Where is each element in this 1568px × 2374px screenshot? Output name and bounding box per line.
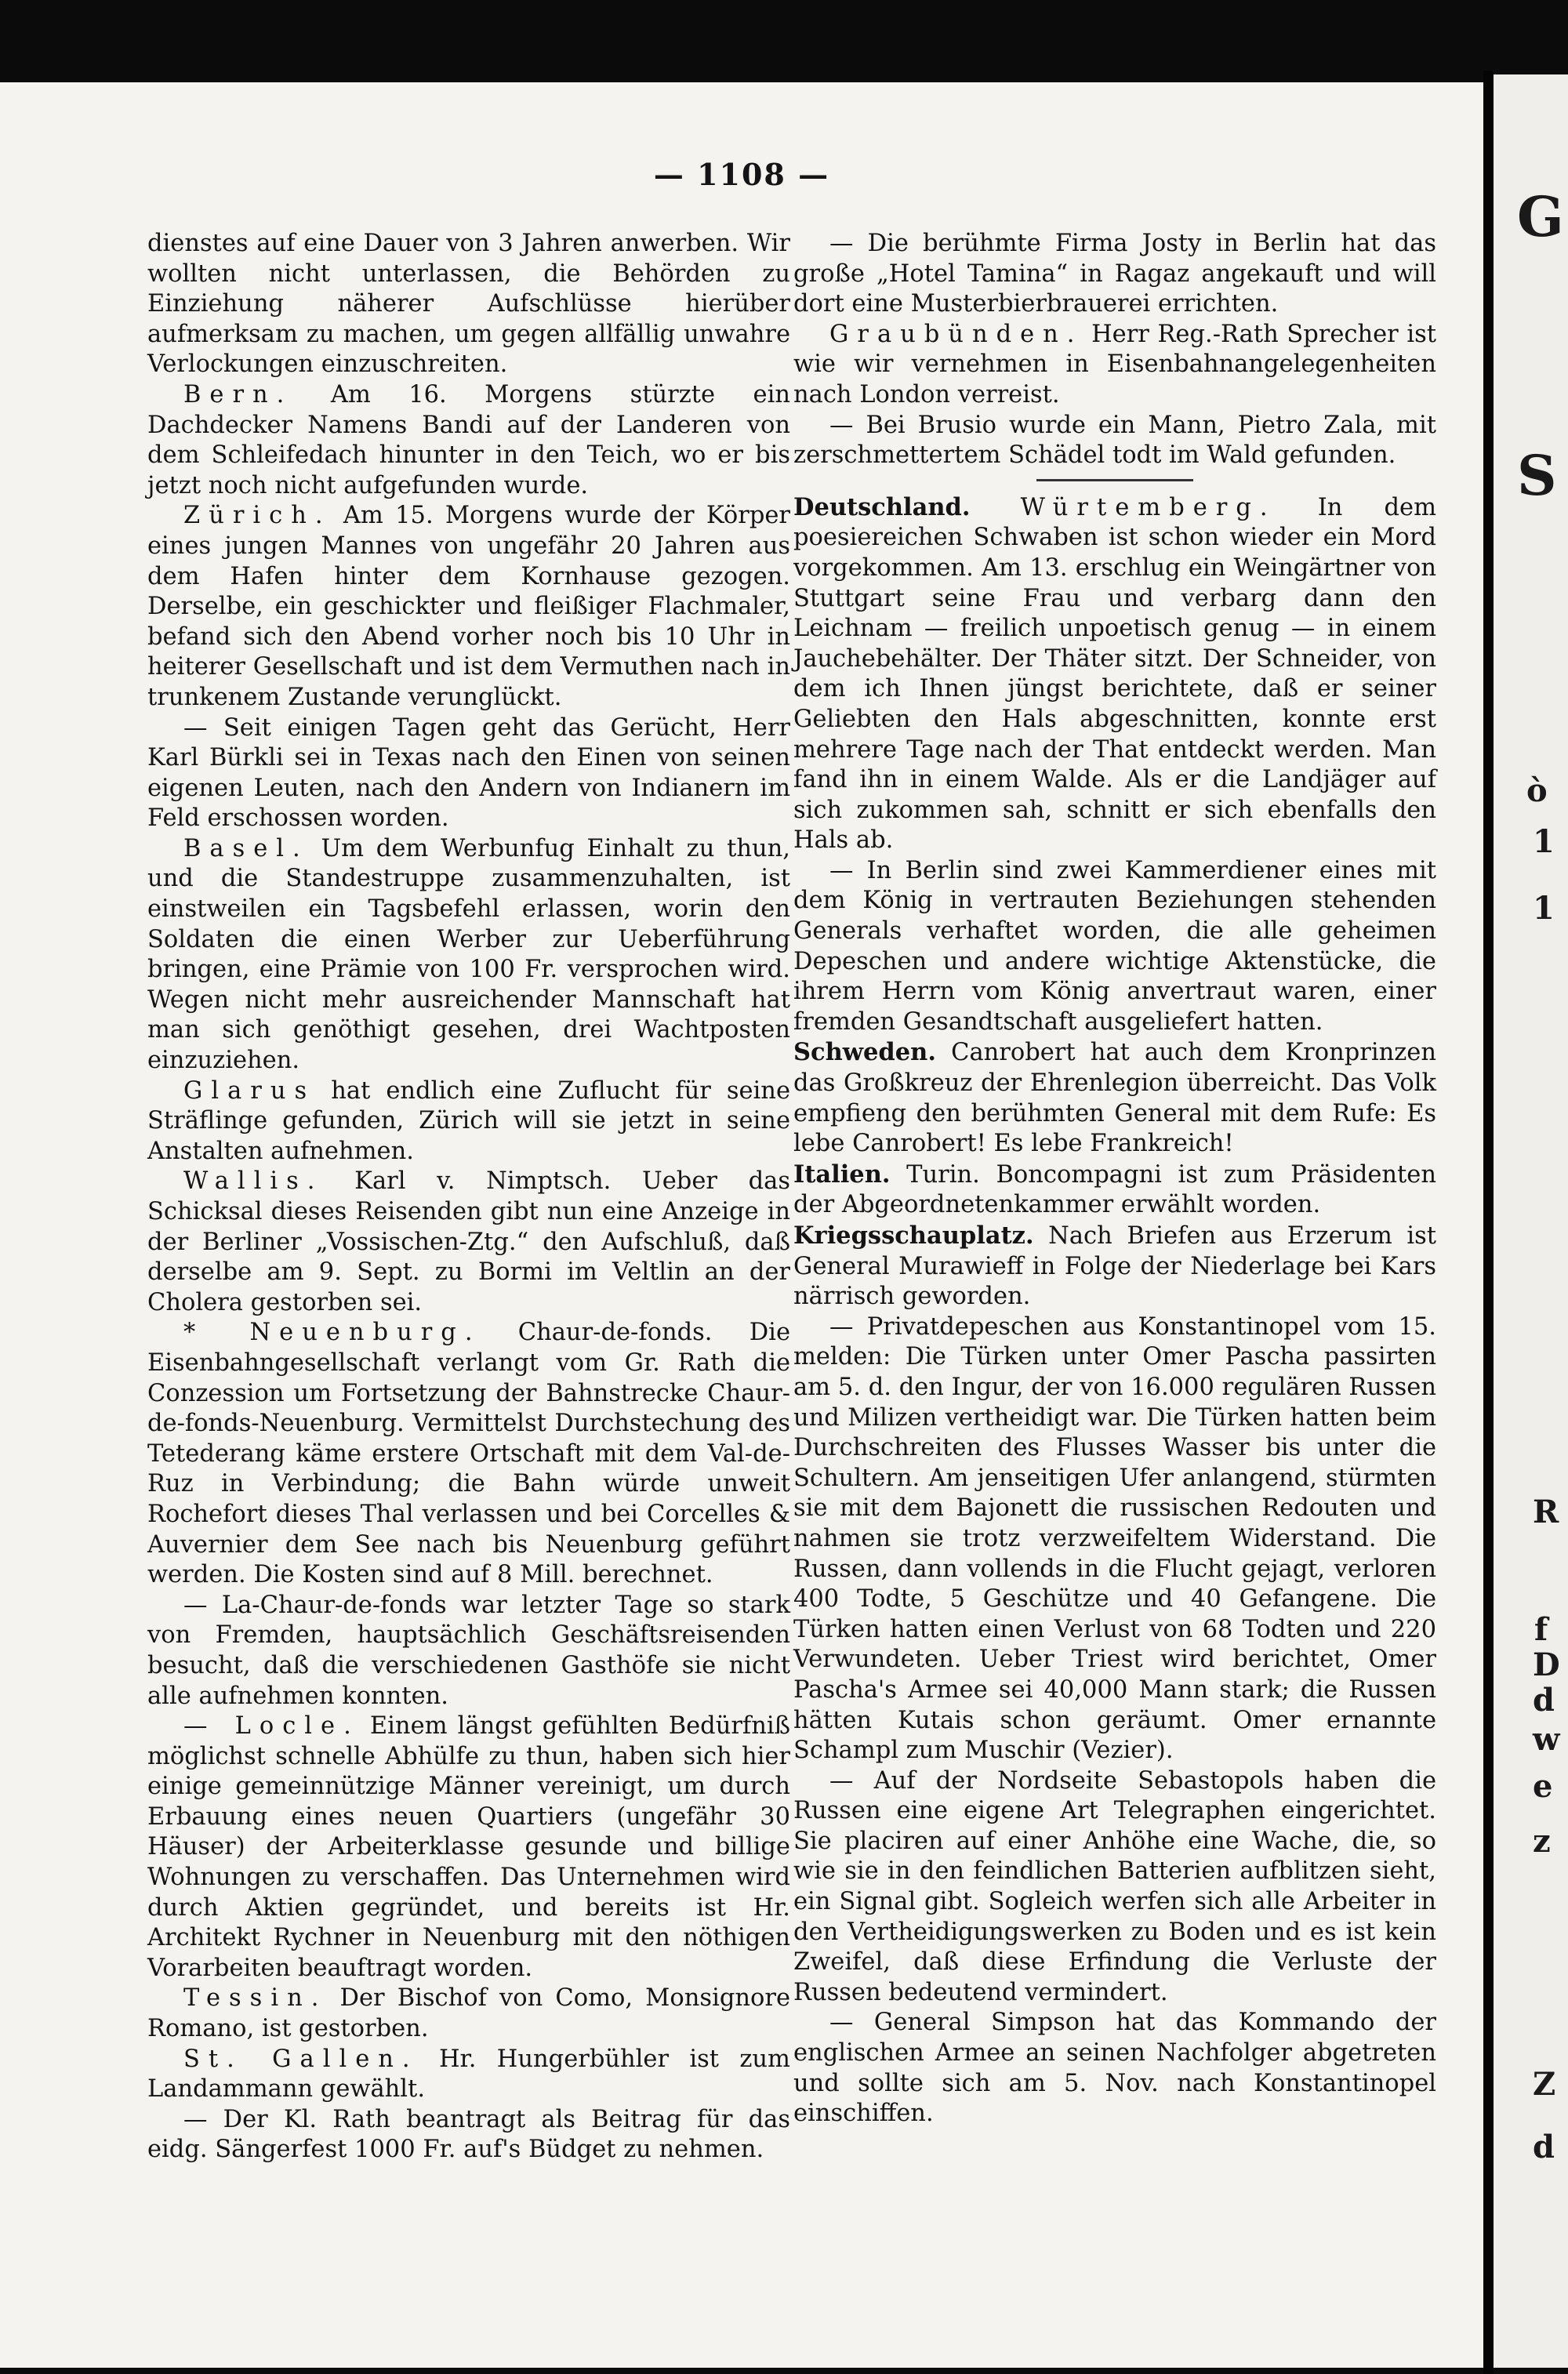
article-paragraph: — Auf der Nordseite Sebastopols haben die Russen eine eigene Art Telegraphen eingerichtet. Sie placiren auf einer Anhöhe eine Wache, die, so wie sie in den feindlichen Batterien aufblitzen sieht, ein Signal gibt. Sogleich werfen sich alle Arbeiter in den Vertheidigungswerken zu Boden und es ist kein Zweifel, daß diese Erfindung die Verluste der Russen bedeutend vermindert.: [793, 1766, 1436, 2006]
adjacent-page-fragment: f: [1534, 1611, 1548, 1648]
section-heading: Italien.: [793, 1160, 891, 1189]
place-name: Wallis.: [183, 1167, 324, 1196]
adjacent-page-fragment: D: [1533, 1646, 1560, 1683]
adjacent-page-fragment: 1: [1533, 823, 1555, 860]
article-paragraph: — Die berühmte Firma Josty in Berlin hat das große „Hotel Tamina“ in Ragaz angekauft und will dort eine Musterbierbrauerei errichten.: [793, 230, 1436, 318]
adjacent-page-fragment: Z: [1533, 2066, 1556, 2103]
article-paragraph: — Der Kl. Rath beantragt als Beitrag für das eidg. Sängerfest 1000 Fr. auf's Büdget zu nehmen.: [147, 2105, 790, 2164]
place-name: Würtemberg.: [970, 493, 1276, 521]
adjacent-page-fragment: d: [1533, 2129, 1555, 2165]
article-paragraph: Tessin. Der Bischof von Como, Monsignore Romano, ist gestorben.: [147, 1984, 790, 2043]
article-paragraph: Kriegsschauplatz. Nach Briefen aus Erzerum ist General Murawieff in Folge der Niederlage bei Kars närrisch geworden.: [793, 1221, 1436, 1311]
article-paragraph: Wallis. Karl v. Nimptsch. Ueber das Schicksal dieses Reisenden gibt nun eine Anzeige in der Berliner „Vossischen-Ztg.“ den Aufschluß, daß derselbe am 9. Sept. zu Bormi im Veltlin an der Cholera gestorben sei.: [147, 1167, 790, 1316]
article-paragraph: — General Simpson hat das Kommando der englischen Armee an seinen Nachfolger abgetreten und sollte sich am 5. Nov. nach Konstantinopel einschiffen.: [793, 2009, 1436, 2128]
article-paragraph: — Locle. Einem längst gefühlten Bedürfniß möglichst schnelle Abhülfe zu thun, haben sich hier einige gemeinnützige Männer vereinigt, um durch Erbauung eines neuen Quartiers (ungefähr 30 Häuser) der Arbeiterklasse gesunde und billige Wohnungen zu verschaffen. Das Unternehmen wird durch Aktien gegründet, und bereits ist Hr. Architekt Rychner in Neuenburg mit den nöthigen Vorarbeiten beauftragt worden.: [147, 1712, 790, 1982]
section-heading: Schweden.: [793, 1038, 936, 1067]
place-name: — Locle.: [183, 1712, 360, 1741]
article-paragraph: — La-Chaur-de-fonds war letzter Tage so stark von Fremden, hauptsächlich Geschäftsreisenden besucht, daß die verschiedenen Gasthöfe sie nicht alle aufnehmen konnten.: [147, 1591, 790, 1710]
article-paragraph: * Neuenburg. Chaur-de-fonds. Die Eisenbahngesellschaft verlangt vom Gr. Rath die Conzession um Fortsetzung der Bahnstrecke Chaur-de-fonds-Neuenburg. Vermittelst Durchstechung des Tetederang käme erstere Ortschaft mit dem Val-de-Ruz in Verbindung; die Bahn würde unweit Rochefort dieses Thal verlassen und bei Corcelles & Auvernier dem See nach bis Neuenburg geführt werden. Die Kosten sind auf 8 Mill. berechnet.: [147, 1319, 790, 1589]
article-paragraph: Zürich. Am 15. Morgens wurde der Körper eines jungen Mannes von ungefähr 20 Jahren aus dem Hafen hinter dem Kornhause gezogen. Derselbe, ein geschickter und fleißiger Flachmaler, befand sich den Abend vorher noch bis 10 Uhr in heiterer Gesellschaft und ist dem Vermuthen nach in trunkenem Zustande verunglückt.: [147, 502, 790, 711]
adjacent-page-fragment: 1: [1533, 890, 1555, 927]
place-name: Graubünden.: [829, 320, 1083, 348]
place-name: Glarus: [183, 1076, 316, 1105]
article-paragraph: St. Gallen. Hr. Hungerbühler ist zum Landammann gewählt.: [147, 2045, 790, 2104]
article-paragraph: — Bei Brusio wurde ein Mann, Pietro Zala, mit zerschmettertem Schädel todt im Wald gefunden.: [793, 411, 1436, 470]
adjacent-page-fragment: e: [1533, 1768, 1553, 1805]
adjacent-page-fragment: w: [1533, 1721, 1560, 1758]
article-paragraph: Graubünden. Herr Reg.-Rath Sprecher ist wie wir vernehmen in Eisenbahnangelegenheiten nach London verreist.: [793, 320, 1436, 408]
article-paragraph: dienstes auf eine Dauer von 3 Jahren anwerben. Wir wollten nicht unterlassen, die Behörden zu Einziehung näherer Aufschlüsse hierüber aufmerksam zu machen, um gegen allfällig unwahre Verlockungen einzuschreiten.: [147, 230, 790, 379]
section-heading: Deutschland.: [793, 492, 971, 521]
article-paragraph: — In Berlin sind zwei Kammerdiener eines mit dem König in vertrauten Beziehungen stehenden Generals verhaftet worden, die alle geheimen Depeschen und andere wichtige Aktenstücke, die ihrem Herrn vom König anvertraut waren, einer fremden Gesandtschaft ausgeliefert hatten.: [793, 856, 1436, 1036]
adjacent-page-fragment: d: [1533, 1682, 1555, 1719]
place-name: Bern.: [183, 380, 293, 408]
place-name: * Neuenburg.: [183, 1319, 481, 1347]
adjacent-page-fragment: S: [1517, 443, 1557, 508]
adjacent-page-edge: [1494, 74, 1568, 2368]
adjacent-page-fragment: z: [1533, 1823, 1551, 1860]
page-number: — 1108 —: [653, 157, 830, 192]
place-name: St. Gallen.: [183, 2045, 419, 2073]
adjacent-page-fragment: R: [1533, 1494, 1559, 1530]
left-column: [147, 229, 790, 2165]
article-paragraph: Bern. Am 16. Morgens stürzte ein Dachdecker Namens Bandi auf der Landeren von dem Schleifedach hinunter in den Teich, wo er bis jetzt noch nicht aufgefunden wurde.: [147, 380, 790, 499]
place-name: Tessin.: [183, 1984, 328, 2013]
article-paragraph: Deutschland. Würtemberg. In dem poesiereichen Schwaben ist schon wieder ein Mord vorgekommen. Am 13. erschlug ein Weingärtner von Stuttgart seine Frau und verbarg dann den Leichnam — freilich unpoetisch genug — in einem Jauchebehälter. Der Thäter sitzt. Der Schneider, von dem ich Ihnen jüngst berichtete, daß er seiner Geliebten den Hals abgeschnitten, konnte erst mehrere Tage nach der That entdeckt werden. Man fand ihn in einem Walde. Als er die Landjäger auf sich zukommen sah, schnitt er sich ebenfalls den Hals ab.: [793, 492, 1436, 855]
article-paragraph: — Privatdepeschen aus Konstantinopel vom 15. melden: Die Türken unter Omer Pascha passirten am 5. d. den Ingur, der von 16.000 regulären Russen und Milizen vertheidigt war. Die Türken hatten beim Durchschreiten des Flusses Wasser bis unter die Schultern. Am jenseitigen Ufer anlangend, stürmten sie mit dem Bajonett die russischen Redouten und nahmen sie trotz verzweifeltem Widerstand. Die Russen, dann vollends in die Flucht gejagt, verloren 400 Todte, 5 Geschütze und 40 Gefangene. Die Türken hatten einen Verlust von 68 Todten und 220 Verwundeten. Ueber Triest wird berichtet, Omer Pascha's Armee sei 40,000 Mann stark; die Russen hätten Kutais schon geräumt. Omer ernannte Schampl zum Muschir (Vezier).: [793, 1312, 1436, 1765]
right-column: [793, 229, 1436, 2129]
article-paragraph: — Seit einigen Tagen geht das Gerücht, Herr Karl Bürkli sei in Texas nach den Einen von seinen eigenen Leuten, nach den Andern von Indianern im Feld erschossen worden.: [147, 713, 790, 833]
adjacent-page-fragment: ò: [1526, 772, 1548, 809]
article-paragraph: Italien. Turin. Boncompagni ist zum Präsidenten der Abgeordnetenkammer erwählt worden.: [793, 1160, 1436, 1219]
place-name: Basel.: [183, 834, 309, 862]
place-name: Zürich.: [183, 502, 332, 530]
section-heading: Kriegsschauplatz.: [793, 1221, 1034, 1250]
page-gutter: [1483, 71, 1494, 2374]
article-paragraph: Basel. Um dem Werbunfug Einhalt zu thun, und die Standestruppe zusammenzuhalten, ist einstweilen ein Tagsbefehl erlassen, worin den Soldaten die einen Werber zur Ueberführung bringen, eine Prämie von 100 Fr. versprochen wird. Wegen nicht mehr ausreichender Mannschaft hat man sich genöthigt gesehen, drei Wachtposten einzuziehen.: [147, 834, 790, 1075]
article-paragraph: Glarus hat endlich eine Zuflucht für seine Sträflinge gefunden, Zürich will sie jetzt in seine Anstalten aufnehmen.: [147, 1076, 790, 1165]
section-divider: [1036, 479, 1193, 481]
adjacent-page-fragment: G: [1517, 184, 1564, 249]
article-paragraph: Schweden. Canrobert hat auch dem Kronprinzen das Großkreuz der Ehrenlegion überreicht. Das Volk empfieng den berühmten General mit dem Rufe: Es lebe Canrobert! Es lebe Frankreich!: [793, 1038, 1436, 1158]
